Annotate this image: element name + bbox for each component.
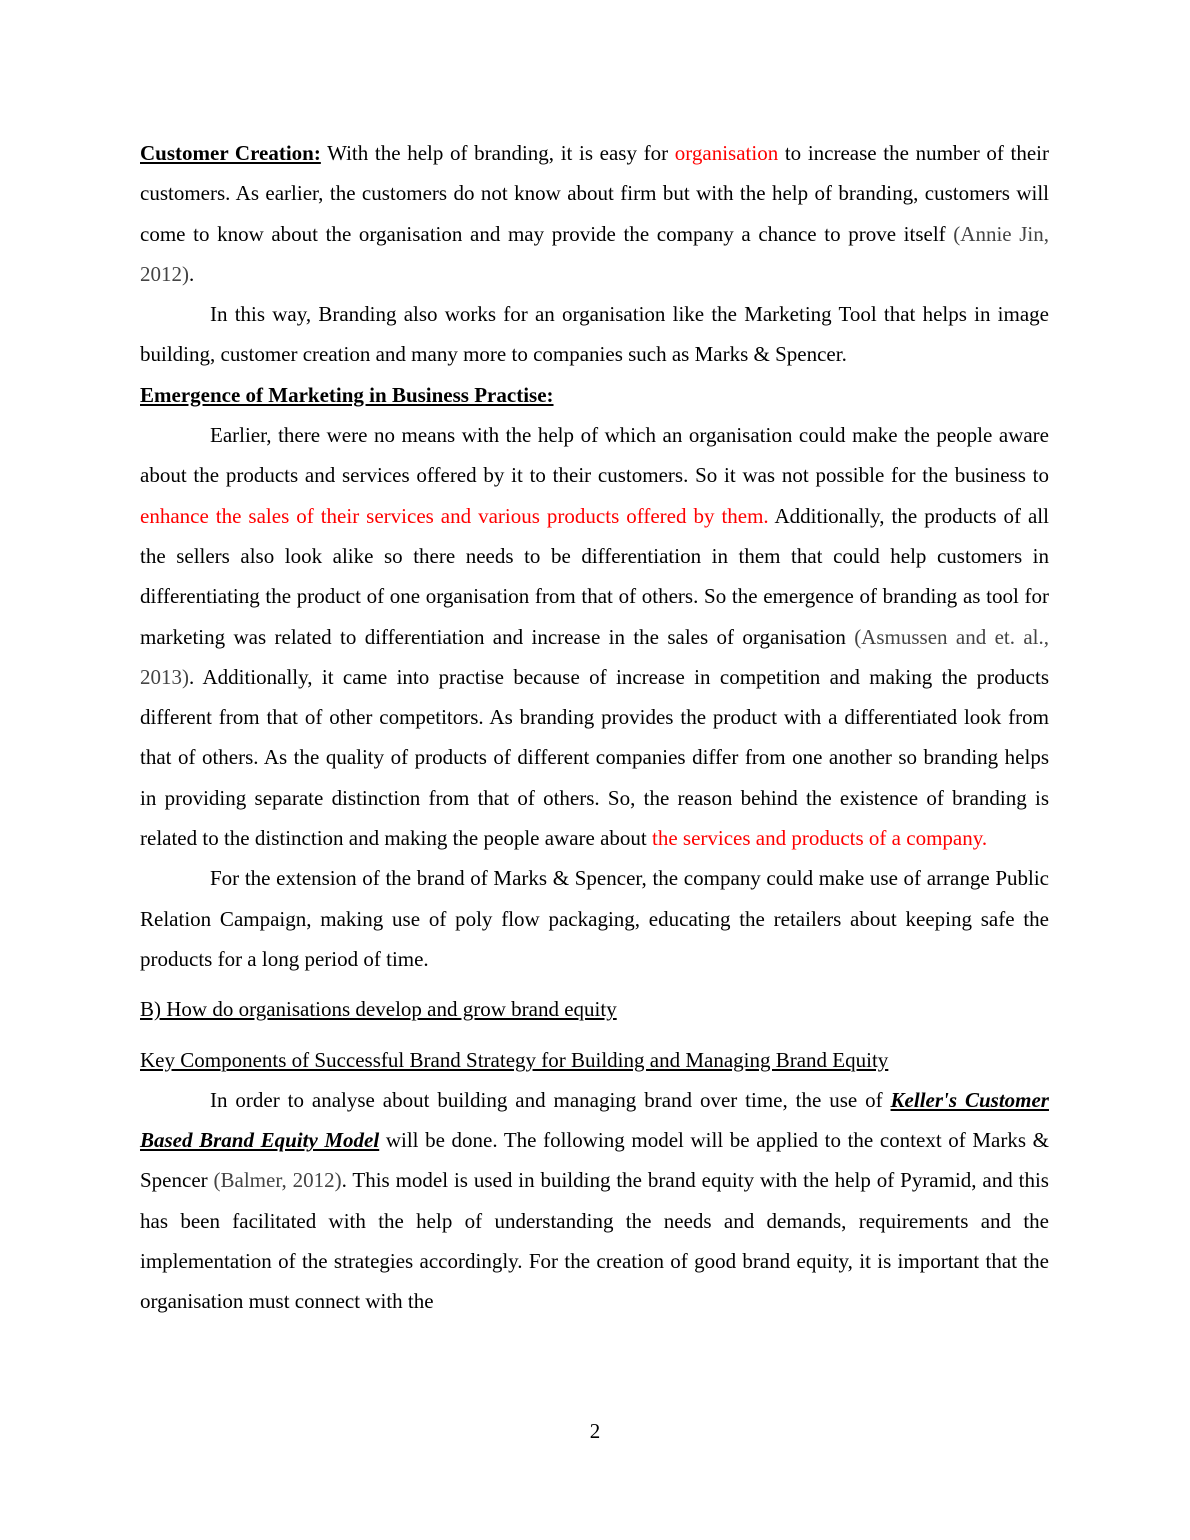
paragraph-keller-model — [140, 1080, 1049, 1322]
text-segment: Additionally, the products of all the sellers also look alike so there needs to be differentiation in them that could help customers in differentiating the product of one organisation from that of others. So the emergence of branding as tool for marketing was related to differentiation and increase in the sales of organisation — [140, 503, 1049, 649]
heading-key-components: Key Components of Successful Brand Strategy for Building and Managing Brand Equity — [140, 1047, 889, 1072]
text-segment: will be done. The following model will be applied to the context of Marks & Spencer — [140, 1128, 1049, 1193]
highlighted-text: the services and products of a company. — [652, 826, 988, 851]
paragraph-brand-extension: For the extension of the brand of Marks & Spencer, the company could make use of arrange Public Relation Campaign, making use of poly flow packaging, educating the retailers about keeping safe the products for a long period of time. — [140, 866, 1049, 971]
paragraph-branding-tool: In this way, Branding also works for an organisation like the Marketing Tool that helps in image building, customer creation and many more to companies such as Marks & Spencer. — [140, 302, 1049, 367]
model-name: Keller's Customer Based Brand Equity Model — [140, 1087, 1049, 1153]
text-segment: With the help of branding, it is easy for — [320, 141, 675, 165]
paragraph-customer-creation — [140, 133, 1049, 294]
paragraph-emergence — [140, 415, 1049, 858]
text-segment: . This model is used in building the brand equity with the help of Pyramid, and this has been facilitated with the help of understanding the needs and demands, requirements and the implementation of the strategies accordingly. For the creation of good brand equity, it is important that the organisation must connect with the — [140, 1168, 1049, 1314]
heading-emergence-of-marketing: Emergence of Marketing in Business Practise: — [140, 382, 554, 407]
lead-customer-creation: Customer Creation: — [140, 141, 321, 165]
citation: (Balmer, 2012) — [213, 1168, 342, 1193]
citation: (Asmussen and et. al., 2013) — [140, 624, 1049, 689]
highlighted-text: enhance the sales of their services and various products offered by them. — [140, 503, 769, 528]
highlighted-text: organisation — [674, 141, 779, 165]
citation: (Annie Jin, 2012) — [140, 221, 1049, 286]
text-segment: to increase the number of their customers. As earlier, the customers do not know about firm but with the help of branding, customers will come to know about the organisation and may provide the company a chance to prove itself — [140, 141, 1049, 246]
text-segment: . Additionally, it came into practise because of increase in competition and making the products different from that of other competitors. As branding provides the product with a differentiated look from that of others. As the quality of products of different companies differ from one another so branding helps in providing separate distinction from that of others. So, the reason behind the existence of branding is related to the distinction and making the people aware about — [140, 664, 1049, 851]
text-segment: Earlier, there were no means with the help of which an organisation could make the people aware about the products and services offered by it to their customers. So it was not possible for the business to — [140, 423, 1049, 488]
text-segment: . — [189, 261, 195, 286]
page-number: 2 — [589, 1419, 601, 1443]
heading-section-b: B) How do organisations develop and grow brand equity — [140, 997, 617, 1022]
document-page — [140, 133, 1049, 1322]
text-segment: In order to analyse about building and managing brand over time, the use of — [210, 1087, 891, 1112]
